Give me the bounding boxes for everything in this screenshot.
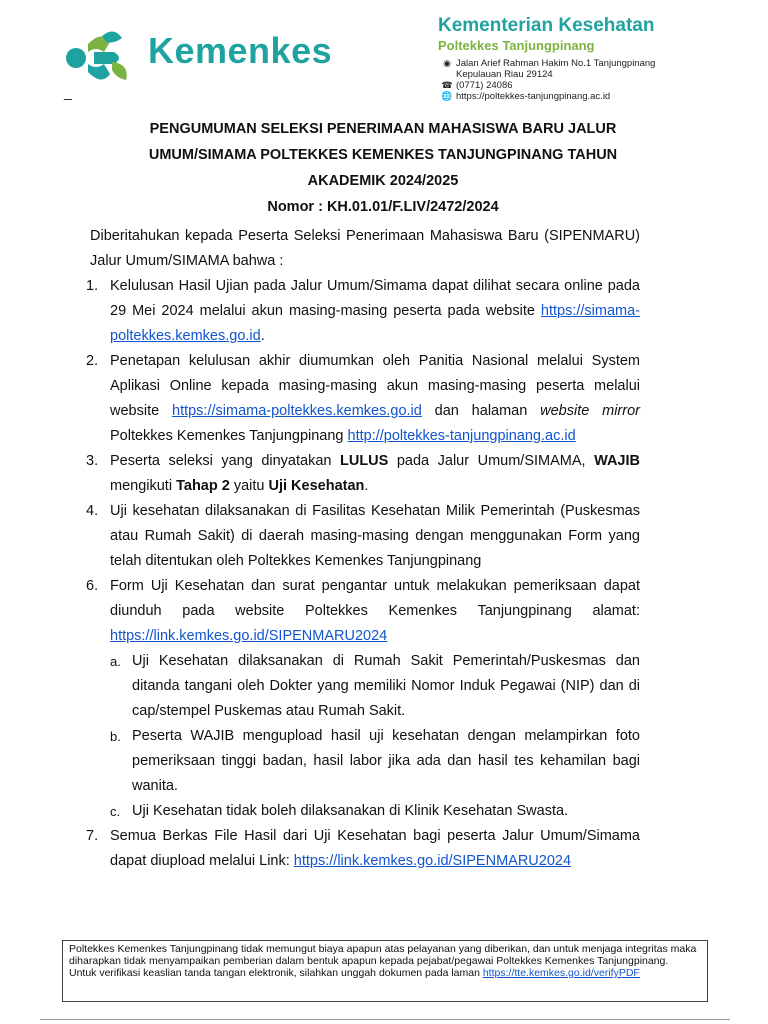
item-text: Penetapan kelulusan akhir diumumkan oleh Panitia Nasional melalui System Aplikasi Online kepada masing-masing akun masing-masing peserta melalui website	[110, 353, 640, 419]
website-mirror-text: website mirror	[540, 403, 640, 419]
wajib-text: WAJIB	[594, 453, 640, 469]
announcement-body	[86, 224, 640, 874]
footer-verify-row	[69, 967, 701, 979]
poltekkes-website-link[interactable]: http://poltekkes-tanjungpinang.ac.id	[347, 428, 576, 444]
item-number: 7.	[86, 828, 99, 844]
footer-integrity-text: Poltekkes Kemenkes Tanjungpinang tidak memungut biaya apapun atas pelayanan yang diberikan, dan untuk menjaga integritas maka diharapkan tidak menyampaikan pemberian dalam bentuk apapun kepada pejabat/pegawai Poltekkes Kemenkes Tanjungpinang.	[69, 943, 697, 967]
sipenmaru-link[interactable]: https://link.kemkes.go.id/SIPENMARU2024	[110, 628, 388, 644]
title-line2: UMUM/SIMAMA POLTEKKES KEMENKES TANJUNGPINANG TAHUN	[148, 147, 618, 163]
phone-icon: ☎	[441, 80, 453, 90]
title-line3: AKADEMIK 2024/2025	[307, 173, 459, 189]
list-item-7	[86, 824, 640, 874]
list-item-4	[86, 499, 640, 574]
sub-letter: a.	[110, 654, 121, 669]
phone-row	[438, 80, 758, 91]
footer-verify-text: Untuk verifikasi keaslian tanda tangan elektronik, silahkan unggah dokumen pada laman	[69, 967, 483, 979]
item-text-mid: dan halaman	[421, 403, 541, 419]
logo-text: Kemenkes	[148, 30, 333, 71]
item-text-e: yaitu	[229, 478, 269, 494]
item-text-d: mengikuti	[110, 478, 177, 494]
uji-kesehatan-text: Uji Kesehatan	[268, 478, 365, 494]
sub-text: Peserta WAJIB mengupload hasil uji kesehatan dengan melampirkan foto pemeriksaan tinggi badan, hasil labor jika ada dan hasil tes kehamilan bagi wanita.	[132, 728, 640, 794]
item-text: Kelulusan Hasil Ujian pada Jalur Umum/Simama dapat dilihat secara online pada 29 Mei 2024 melalui akun masing-masing peserta pada website	[110, 278, 640, 319]
globe-icon: 🌐	[441, 91, 453, 101]
simama-link[interactable]: https://simama-poltekkes.kemkes.go.id	[172, 403, 422, 419]
sipenmaru-link[interactable]: https://link.kemkes.go.id/SIPENMARU2024	[293, 853, 572, 869]
verify-pdf-link[interactable]: https://tte.kemkes.go.id/verifyPDF	[482, 967, 640, 979]
address-line1: Jalan Arief Rahman Hakim No.1 Tanjungpinang	[456, 58, 656, 69]
item-number: 6.	[86, 578, 99, 594]
institution-name: Poltekkes Tanjungpinang	[438, 38, 595, 53]
sub-item-a	[110, 649, 640, 724]
item-text: Uji kesehatan dilaksanakan di Fasilitas Kesehatan Milik Pemerintah (Puskesmas atau Rumah Sakit) di daerah masing-masing dengan menggunakan Form yang telah ditentukan oleh Poltekkes Kemenkes Tanjungpinang	[110, 503, 640, 569]
lulus-text: LULUS	[339, 453, 389, 469]
list-item-1	[86, 274, 640, 349]
dash-mark: _	[64, 84, 72, 100]
sub-letter: c.	[110, 804, 121, 819]
website-url[interactable]: https://poltekkes-tanjungpinang.ac.id	[456, 91, 611, 102]
sub-item-c	[110, 799, 640, 824]
announcement-title	[60, 116, 706, 220]
item-text: Semua Berkas File Hasil dari Uji Kesehatan bagi peserta Jalur Umum/Simama dapat diupload melalui Link:	[110, 828, 640, 869]
kemenkes-emblem-icon	[58, 22, 148, 92]
list-item-2	[86, 349, 640, 449]
address-row	[438, 58, 758, 80]
item-end: .	[364, 478, 369, 494]
ministry-name: Kementerian Kesehatan	[438, 15, 655, 36]
item-number: 4.	[86, 503, 99, 519]
document-number: Nomor : KH.01.01/F.LIV/2472/2024	[267, 199, 499, 215]
bottom-divider	[40, 1019, 730, 1020]
intro-paragraph: Diberitahukan kepada Peserta Seleksi Penerimaan Mahasiswa Baru (SIPENMARU) Jalur Umum/SIMAMA bahwa :	[90, 228, 640, 269]
sub-text: Uji Kesehatan dilaksanakan di Rumah Sakit Pemerintah/Puskesmas dan ditanda tangani oleh Dokter yang memiliki Nomor Induk Pegawai (NIP) dan di cap/stempel Puskemas atau Rumah Sakit.	[132, 653, 640, 719]
item-text: Form Uji Kesehatan dan surat pengantar untuk melakukan pemeriksaan dapat diunduh pada website Poltekkes Kemenkes Tanjungpinang alamat:	[110, 578, 640, 619]
item-number: 3.	[86, 453, 99, 469]
kemenkes-logo	[58, 22, 358, 92]
tahap-2-text: Tahap 2	[176, 478, 230, 494]
sub-text: Uji Kesehatan tidak boleh dilaksanakan di Klinik Kesehatan Swasta.	[132, 803, 569, 819]
list-item-6	[86, 574, 640, 649]
list-item-3	[86, 449, 640, 499]
sub-item-b	[110, 724, 640, 799]
address-line2: Kepulauan Riau 29124	[456, 69, 553, 80]
location-icon: ◉	[443, 58, 451, 68]
phone-number: (0771) 24086	[456, 80, 513, 91]
sub-letter: b.	[110, 729, 121, 744]
simama-link[interactable]: https://simama-poltekkes.kemkes.go.id	[110, 303, 640, 344]
item-text-c: pada Jalur Umum/SIMAMA,	[388, 453, 595, 469]
item-number: 1.	[86, 278, 99, 294]
item-end: .	[260, 328, 265, 344]
ministry-header	[438, 14, 758, 102]
title-line1: PENGUMUMAN SELEKSI PENERIMAAN MAHASISWA BARU JALUR	[149, 121, 617, 137]
item-number: 2.	[86, 353, 99, 369]
footer-notice	[62, 940, 708, 1002]
item-text: Peserta seleksi yang dinyatakan	[110, 453, 340, 469]
website-row	[438, 91, 758, 102]
item-text-2: Poltekkes Kemenkes Tanjungpinang	[110, 428, 348, 444]
